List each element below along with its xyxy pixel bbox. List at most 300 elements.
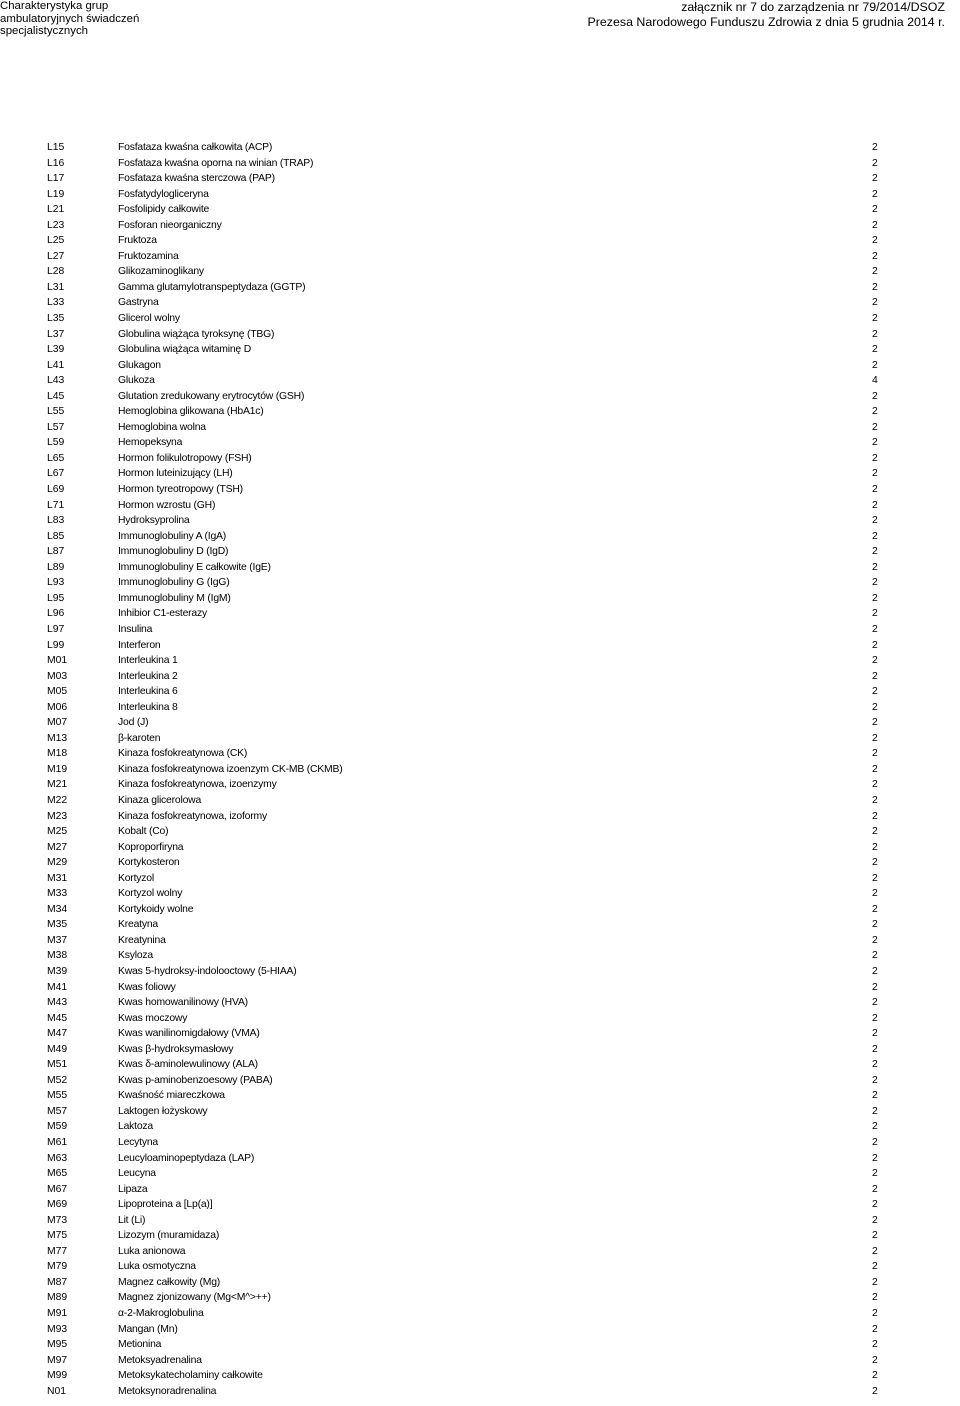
item-code: M06 [47, 701, 68, 713]
item-name: Interleukina 6 [118, 686, 178, 698]
item-value: 2 [872, 981, 878, 993]
item-value: 2 [872, 888, 878, 900]
item-name: Ksyloza [118, 950, 153, 962]
item-value: 2 [872, 173, 878, 185]
item-name: Glukagon [118, 359, 161, 371]
item-code: L15 [47, 142, 65, 153]
item-code: L28 [47, 266, 65, 278]
item-code: M19 [47, 763, 68, 775]
item-code: N01 [47, 1385, 67, 1397]
item-value: 2 [872, 857, 878, 869]
item-name: Kwaśność miareczkowa [118, 1090, 225, 1102]
item-code: L45 [47, 390, 65, 402]
item-code: L21 [47, 204, 65, 216]
item-value: 2 [872, 748, 878, 760]
item-name: Interferon [118, 639, 161, 651]
item-name: Kwas wanilinomigdałowy (VMA) [118, 1028, 260, 1040]
list-item [0, 140, 960, 156]
item-value: 2 [872, 468, 878, 480]
item-value: 2 [872, 546, 878, 558]
item-name: Leucyloaminopeptydaza (LAP) [118, 1152, 255, 1164]
item-code: L37 [47, 328, 65, 340]
item-name: Immunoglobuliny A (IgA) [118, 530, 227, 542]
item-name: Fosfatydyloglicerуna [118, 188, 209, 200]
item-code: M77 [47, 1245, 68, 1257]
item-name: Kinaza fosfokreatynowa, izoenzymy [118, 779, 277, 791]
item-code: M65 [47, 1168, 68, 1180]
item-name: Hormon wzrostu (GH) [118, 499, 216, 511]
item-value: 2 [872, 235, 878, 247]
item-name: Fosfolipidy całkowite [118, 204, 210, 216]
item-value: 2 [872, 1028, 878, 1040]
item-value: 2 [872, 826, 878, 838]
list-item [0, 871, 960, 887]
item-code: M49 [47, 1043, 68, 1055]
list-item [0, 933, 960, 949]
list-item [0, 902, 960, 918]
item-code: M34 [47, 903, 68, 915]
list-item [0, 1104, 960, 1120]
list-item [0, 1151, 960, 1167]
list-item [0, 1073, 960, 1089]
item-code: M35 [47, 919, 68, 931]
item-code: M63 [47, 1152, 68, 1164]
list-item [0, 777, 960, 793]
item-name: Interleukina 2 [118, 670, 178, 682]
list-item [0, 1353, 960, 1369]
item-name: Hemoglobina wolna [118, 421, 206, 433]
item-code: M18 [47, 748, 68, 760]
item-code: M59 [47, 1121, 68, 1133]
item-name: Kwas homowanilinowy (HVA) [118, 997, 248, 1009]
item-value: 2 [872, 717, 878, 729]
item-name: Fosfataza kwaśna oporna na winian (TRAP) [118, 157, 314, 169]
list-item [0, 964, 960, 980]
item-name: Kortyzol wolny [118, 888, 183, 900]
list-item [0, 171, 960, 187]
item-name: Glicerol wolny [118, 313, 180, 325]
header-left-line: Charakterystyka grup [0, 0, 109, 12]
list-item [0, 886, 960, 902]
item-value: 2 [872, 872, 878, 884]
item-value: 2 [872, 623, 878, 635]
list-item [0, 638, 960, 654]
item-code: M93 [47, 1323, 68, 1335]
item-name: Hormon tyreotropowy (TSH) [118, 484, 243, 496]
item-value: 2 [872, 499, 878, 511]
header-right-line: załącznik nr 7 do zarządzenia nr 79/2014/DSOZ [681, 0, 945, 14]
list-item [0, 513, 960, 529]
list-item [0, 233, 960, 249]
list-item [0, 855, 960, 871]
item-name: Kwas foliowy [118, 981, 176, 993]
header-right [588, 0, 945, 30]
list-item [0, 529, 960, 545]
item-name: Fruktoza [118, 235, 157, 247]
item-code: M55 [47, 1090, 68, 1102]
header-left-line: ambulatoryjnych świadczeń [0, 12, 140, 25]
header-left-line: specjalistycznych [0, 25, 88, 37]
item-code: L96 [47, 608, 65, 620]
item-code: M27 [47, 841, 68, 853]
item-name: Fosfataza kwaśna sterczowa (PAP) [118, 173, 275, 185]
item-value: 2 [872, 1121, 878, 1133]
item-code: L95 [47, 592, 65, 604]
item-code: M37 [47, 934, 68, 946]
item-value: 2 [872, 266, 878, 278]
list-item [0, 1119, 960, 1135]
item-code: L43 [47, 375, 65, 387]
item-value: 4 [872, 375, 878, 387]
item-value: 2 [872, 1370, 878, 1382]
header-left [0, 0, 200, 38]
item-code: M38 [47, 950, 68, 962]
item-code: L57 [47, 421, 65, 433]
item-value: 2 [872, 732, 878, 744]
item-value: 2 [872, 219, 878, 231]
item-code: L25 [47, 235, 65, 247]
item-value: 2 [872, 1168, 878, 1180]
list-item [0, 358, 960, 374]
item-name: Luka anionowa [118, 1245, 186, 1257]
item-code: M51 [47, 1059, 68, 1071]
item-name: Hemopeksyna [118, 437, 183, 449]
list-item [0, 1042, 960, 1058]
item-value: 2 [872, 281, 878, 293]
item-value: 2 [872, 701, 878, 713]
item-value: 2 [872, 934, 878, 946]
list-item [0, 1026, 960, 1042]
item-name: Kortyzol [118, 872, 154, 884]
item-code: M95 [47, 1339, 68, 1351]
item-code: L67 [47, 468, 65, 480]
item-name: Immunoglobuliny E całkowite (IgE) [118, 561, 271, 573]
item-name: Lecytyna [118, 1137, 158, 1148]
item-name: Hormon folikulotropowy (FSH) [118, 452, 252, 464]
item-name: Kinaza fosfokreatynowa, izoformy [118, 810, 267, 822]
item-value: 2 [872, 919, 878, 931]
item-name: Jod (J) [118, 717, 149, 729]
item-value: 2 [872, 1230, 878, 1242]
list-item [0, 1197, 960, 1213]
list-item [0, 156, 960, 172]
item-name: Metoksyadrenalina [118, 1354, 202, 1366]
item-code: L93 [47, 577, 65, 589]
list-item [0, 1228, 960, 1244]
item-code: L19 [47, 188, 65, 200]
item-code: M39 [47, 965, 68, 977]
list-item [0, 731, 960, 747]
item-code: M91 [47, 1308, 68, 1320]
list-item [0, 327, 960, 343]
list-item [0, 1259, 960, 1275]
list-item [0, 435, 960, 451]
list-item [0, 1275, 960, 1291]
item-name: Inhibior C1-esterazy [118, 608, 207, 620]
item-code: L65 [47, 452, 65, 464]
item-name: Hemoglobina glikowana (HbA1c) [118, 406, 264, 418]
item-value: 2 [872, 1152, 878, 1164]
item-code: M43 [47, 997, 68, 1009]
item-name: Metoksynoradrenalina [118, 1385, 217, 1397]
item-value: 2 [872, 313, 878, 325]
list-item [0, 1384, 960, 1400]
item-value: 2 [872, 1012, 878, 1024]
item-name: Kinaza fosfokreatynowa izoenzym CK-MB (CKMB) [118, 763, 343, 775]
item-value: 2 [872, 484, 878, 496]
item-value: 2 [872, 670, 878, 682]
list-item [0, 404, 960, 420]
item-code: L69 [47, 484, 65, 496]
list-item [0, 793, 960, 809]
item-code: M52 [47, 1074, 68, 1086]
list-item [0, 809, 960, 825]
item-code: M99 [47, 1370, 68, 1382]
item-code: M97 [47, 1354, 68, 1366]
item-name: Kobalt (Co) [118, 826, 169, 838]
item-name: Metoksykatecholaminy całkowite [118, 1370, 263, 1382]
item-name: Gastryna [118, 297, 159, 309]
item-name: Laktoza [118, 1121, 153, 1133]
item-name: Kortykosteron [118, 857, 180, 869]
item-code: L59 [47, 437, 65, 449]
item-name: Glutation zredukowany erytrocytów (GSH) [118, 390, 305, 402]
item-code: L83 [47, 515, 65, 527]
item-name: Fosforan nieorganiczny [118, 219, 222, 231]
item-name: Lit (Li) [118, 1214, 146, 1226]
item-name: Leucyna [118, 1168, 156, 1180]
item-code: L23 [47, 219, 65, 231]
list-item [0, 1213, 960, 1229]
list-item [0, 591, 960, 607]
item-value: 2 [872, 421, 878, 433]
item-code: M01 [47, 655, 68, 667]
item-name: Fruktozamina [118, 250, 179, 262]
item-value: 2 [872, 794, 878, 806]
item-code: M13 [47, 732, 68, 744]
item-value: 2 [872, 297, 878, 309]
list-item [0, 311, 960, 327]
item-code: L35 [47, 313, 65, 325]
list-item [0, 622, 960, 638]
list-item [0, 1244, 960, 1260]
list-item [0, 264, 960, 280]
item-code: M07 [47, 717, 68, 729]
list-item [0, 995, 960, 1011]
item-name: Kreatynina [118, 934, 166, 946]
item-name: Metionina [118, 1339, 162, 1351]
list-item [0, 1182, 960, 1198]
list-item [0, 1135, 960, 1151]
item-code: M61 [47, 1137, 68, 1148]
item-value: 2 [872, 608, 878, 620]
item-code: L27 [47, 250, 65, 262]
list-item [0, 1057, 960, 1073]
item-name: Kwas δ-aminolewulinowy (ALA) [118, 1059, 258, 1071]
item-code: M57 [47, 1105, 68, 1117]
list-item [0, 715, 960, 731]
item-code: L17 [47, 173, 65, 185]
item-name: Kwas 5-hydroksy-indolooctowy (5-HIAA) [118, 965, 297, 977]
list-item [0, 684, 960, 700]
item-code: M73 [47, 1214, 68, 1226]
item-name: Globulina wiążąca tyroksynę (TBG) [118, 328, 275, 340]
item-name: Glukoza [118, 375, 155, 387]
item-name: Kinaza glicerolowa [118, 794, 202, 806]
item-name: Koproporfiryna [118, 841, 184, 853]
list-item [0, 575, 960, 591]
list-item [0, 218, 960, 234]
item-value: 2 [872, 1276, 878, 1288]
list-item [0, 1011, 960, 1027]
list-item [0, 669, 960, 685]
item-value: 2 [872, 359, 878, 371]
list-item [0, 202, 960, 218]
item-code: L31 [47, 281, 65, 293]
item-value: 2 [872, 437, 878, 449]
list-item [0, 560, 960, 576]
item-code: L41 [47, 359, 65, 371]
list-item [0, 498, 960, 514]
item-value: 2 [872, 204, 878, 216]
item-value: 2 [872, 1199, 878, 1211]
item-code: L99 [47, 639, 65, 651]
list-item [0, 653, 960, 669]
item-value: 2 [872, 1385, 878, 1397]
item-value: 2 [872, 250, 878, 262]
item-name: Mangan (Mn) [118, 1323, 178, 1335]
item-code: M89 [47, 1292, 68, 1304]
item-value: 2 [872, 344, 878, 356]
item-name: Magnez całkowity (Mg) [118, 1276, 221, 1288]
list-item [0, 700, 960, 716]
item-name: Globulina wiążąca witaminę D [118, 344, 252, 356]
item-code: M31 [47, 872, 68, 884]
item-value: 2 [872, 1339, 878, 1351]
item-value: 2 [872, 1059, 878, 1071]
item-name: Lipaza [118, 1183, 148, 1195]
item-name: Glikozaminoglikany [118, 266, 204, 278]
list-item [0, 389, 960, 405]
item-name: Kortykoidy wolne [118, 903, 194, 915]
item-value: 2 [872, 1105, 878, 1117]
item-value: 2 [872, 188, 878, 200]
list-item [0, 1306, 960, 1322]
item-name: Fosfataza kwaśna całkowita (ACP) [118, 142, 273, 153]
list-item [0, 451, 960, 467]
item-code: L39 [47, 344, 65, 356]
list-item [0, 746, 960, 762]
list-item [0, 1337, 960, 1353]
item-value: 2 [872, 1245, 878, 1257]
list-item [0, 948, 960, 964]
item-value: 2 [872, 1323, 878, 1335]
item-value: 2 [872, 655, 878, 667]
item-name: Interleukina 8 [118, 701, 178, 713]
item-name: Lipoproteina a [Lp(a)] [118, 1199, 213, 1211]
item-name: β-karoten [118, 732, 161, 744]
item-code: L55 [47, 406, 65, 418]
list-item [0, 249, 960, 265]
list-item [0, 280, 960, 296]
item-value: 2 [872, 592, 878, 604]
item-name: Immunoglobuliny G (IgG) [118, 577, 230, 589]
item-code: M21 [47, 779, 68, 791]
item-value: 2 [872, 997, 878, 1009]
item-value: 2 [872, 841, 878, 853]
item-value: 2 [872, 1090, 878, 1102]
item-code: M75 [47, 1230, 68, 1242]
item-value: 2 [872, 639, 878, 651]
list-item [0, 373, 960, 389]
codes-list [0, 140, 960, 1399]
item-code: L89 [47, 561, 65, 573]
item-value: 2 [872, 142, 878, 153]
list-item [0, 980, 960, 996]
item-value: 2 [872, 328, 878, 340]
item-name: Luka osmotyczna [118, 1261, 196, 1273]
item-name: Laktogen łożyskowy [118, 1105, 208, 1117]
item-value: 2 [872, 686, 878, 698]
item-value: 2 [872, 1354, 878, 1366]
list-item [0, 1290, 960, 1306]
list-item [0, 342, 960, 358]
item-name: α-2-Makroglobulina [118, 1308, 204, 1320]
item-value: 2 [872, 965, 878, 977]
item-name: Kwas β-hydroksymasłowy [118, 1043, 234, 1055]
item-code: M47 [47, 1028, 68, 1040]
item-code: M79 [47, 1261, 68, 1273]
list-item [0, 295, 960, 311]
item-code: M69 [47, 1199, 68, 1211]
item-code: L87 [47, 546, 65, 558]
list-item [0, 1368, 960, 1384]
item-name: Insulina [118, 623, 153, 635]
item-name: Magnez zjonizowany (Mg<M^>++) [118, 1292, 271, 1304]
item-name: Kwas moczowy [118, 1012, 188, 1024]
item-value: 2 [872, 1214, 878, 1226]
item-value: 2 [872, 1183, 878, 1195]
item-code: L33 [47, 297, 65, 309]
item-name: Interleukina 1 [118, 655, 178, 667]
item-value: 2 [872, 950, 878, 962]
item-name: Immunoglobuliny D (IgD) [118, 546, 229, 558]
item-code: L85 [47, 530, 65, 542]
item-value: 2 [872, 1137, 878, 1148]
item-name: Gamma glutamylotranspeptydaza (GGTP) [118, 281, 306, 293]
list-item [0, 482, 960, 498]
item-code: M45 [47, 1012, 68, 1024]
list-item [0, 1166, 960, 1182]
item-value: 2 [872, 1308, 878, 1320]
list-item [0, 840, 960, 856]
item-value: 2 [872, 157, 878, 169]
item-value: 2 [872, 903, 878, 915]
list-item [0, 466, 960, 482]
item-value: 2 [872, 530, 878, 542]
item-value: 2 [872, 390, 878, 402]
item-value: 2 [872, 810, 878, 822]
item-code: M29 [47, 857, 68, 869]
list-item [0, 187, 960, 203]
list-item [0, 1088, 960, 1104]
item-value: 2 [872, 515, 878, 527]
item-code: M25 [47, 826, 68, 838]
item-code: M87 [47, 1276, 68, 1288]
item-code: M33 [47, 888, 68, 900]
list-item [0, 1322, 960, 1338]
item-value: 2 [872, 1074, 878, 1086]
